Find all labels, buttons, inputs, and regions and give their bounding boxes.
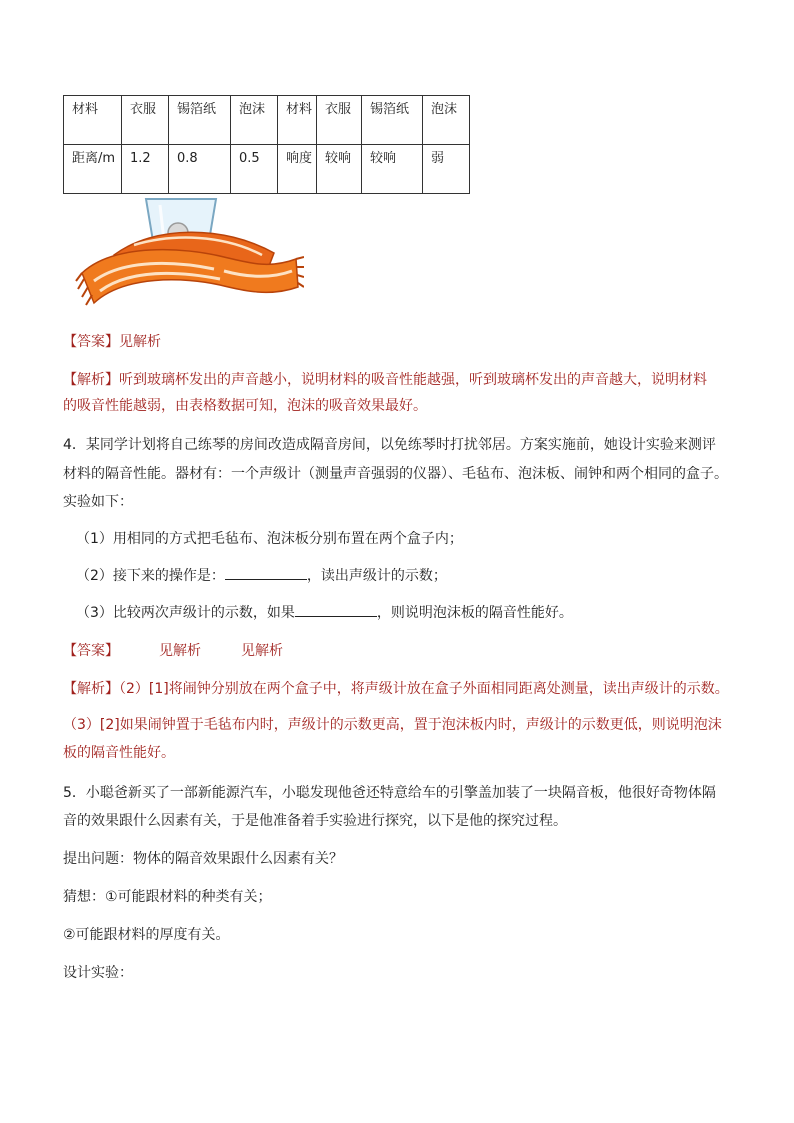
table-cell: 衣服 <box>122 96 169 145</box>
q4-stem-line2: 材料的隔音性能。器材有：一个声级计（测量声音强弱的仪器）、毛毡布、泡沫板、闹钟和两个相同的盒子。 <box>63 466 728 482</box>
table-row <box>64 145 470 194</box>
table-cell: 泡沫 <box>423 96 470 145</box>
answer-text-1: 见解析 <box>159 643 201 659</box>
table-cell: 锡箔纸 <box>169 96 231 145</box>
q5-guess2: ②可能跟材料的厚度有关。 <box>63 927 230 943</box>
q3-analysis-line1 <box>63 367 733 393</box>
answer-blank-2 <box>295 602 377 617</box>
answer-label: 【答案】 <box>63 334 119 350</box>
table-cell: 0.5 <box>231 145 278 194</box>
table-row <box>64 96 470 145</box>
q4-analysis-line3: 板的隔音性能好。 <box>63 745 175 761</box>
analysis-label: 【解析】 <box>63 372 119 388</box>
table-cell: 较响 <box>317 145 362 194</box>
table-cell: 弱 <box>423 145 470 194</box>
analysis-text: （2）[1]将闹钟分别放在两个盒子中，将声级计放在盒子外面相同距离处测量，读出声级计的示数。 <box>119 681 729 697</box>
step3-prefix: （3）比较两次声级计的示数，如果 <box>76 605 295 621</box>
q5-stem-line1: 5．小聪爸新买了一部新能源汽车，小聪发现他爸还特意给车的引擎盖加装了一块隔音板，他很好奇物体隔 <box>63 785 716 801</box>
q5-guess1: 猜想：①可能跟材料的种类有关； <box>63 889 272 905</box>
answer-blank-1 <box>225 565 307 580</box>
answer-text-2: 见解析 <box>241 643 283 659</box>
glass-cup-wrapped-in-scarf-illustration <box>74 195 304 315</box>
sound-absorption-table <box>63 95 470 194</box>
table-cell: 0.8 <box>169 145 231 194</box>
step2-suffix: ，读出声级计的示数； <box>306 568 447 584</box>
table-cell: 1.2 <box>122 145 169 194</box>
table-cell: 响度 <box>278 145 317 194</box>
q3-analysis-line2: 的吸音性能越弱，由表格数据可知，泡沫的吸音效果最好。 <box>63 398 427 414</box>
table-cell: 材料 <box>64 96 122 145</box>
q5-question: 提出问题：物体的隔音效果跟什么因素有关？ <box>63 851 343 867</box>
q4-stem-line1: 4．某同学计划将自己练琴的房间改造成隔音房间，以免练琴时打扰邻居。方案实施前，她设计实验来测评 <box>63 437 716 453</box>
table-cell: 较响 <box>362 145 423 194</box>
q4-step2 <box>76 563 726 589</box>
step2-prefix: （2）接下来的操作是： <box>76 568 225 584</box>
answer-text: 见解析 <box>119 334 161 350</box>
table-cell: 锡箔纸 <box>362 96 423 145</box>
q3-answer <box>63 329 733 355</box>
answer-label: 【答案】 <box>63 643 119 659</box>
q4-analysis-line2: （3）[2]如果闹钟置于毛毡布内时，声级计的示数更高，置于泡沫板内时，声级计的示数更低，则说明泡沫 <box>63 717 722 733</box>
analysis-text: 听到玻璃杯发出的声音越小，说明材料的吸音性能越强，听到玻璃杯发出的声音越大，说明材料 <box>119 372 707 388</box>
q5-design: 设计实验： <box>63 965 133 981</box>
q4-answer <box>63 638 733 664</box>
table-cell: 泡沫 <box>231 96 278 145</box>
q4-step1: （1）用相同的方式把毛毡布、泡沫板分别布置在两个盒子内； <box>76 531 463 547</box>
table-cell: 距离/m <box>64 145 122 194</box>
q4-step3 <box>76 600 726 626</box>
step3-suffix: ，则说明泡沫板的隔音性能好。 <box>376 605 573 621</box>
q5-stem-line2: 音的效果跟什么因素有关，于是他准备着手实验进行探究，以下是他的探究过程。 <box>63 813 567 829</box>
table-cell: 材料 <box>278 96 317 145</box>
table-cell: 衣服 <box>317 96 362 145</box>
q4-stem-line3: 实验如下： <box>63 494 133 510</box>
q4-analysis-line1 <box>63 676 733 702</box>
analysis-label: 【解析】 <box>63 681 119 697</box>
